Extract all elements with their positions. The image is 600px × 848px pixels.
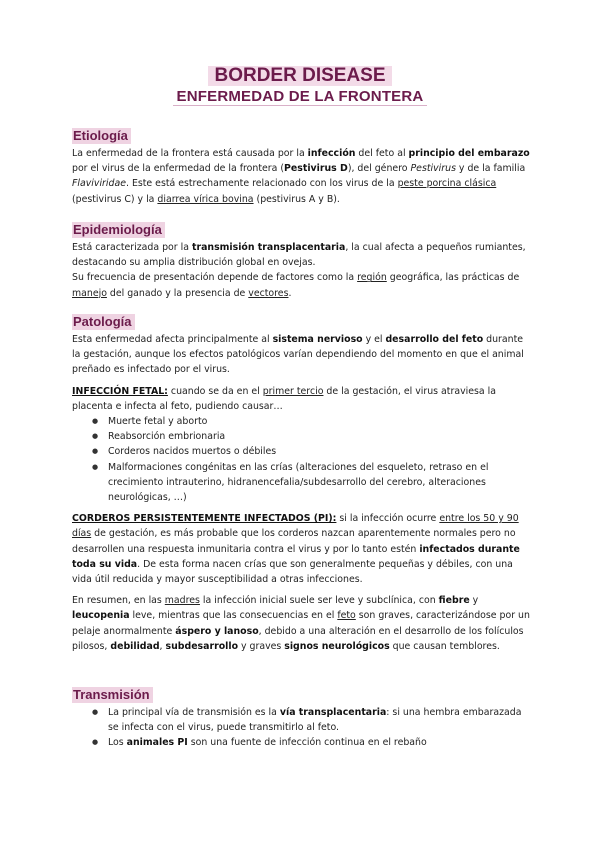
- text: cuando se da en el: [167, 385, 263, 397]
- fetal-infection-label: INFECCIÓN FETAL:: [72, 385, 168, 397]
- text: (pestivirus C) y la: [72, 193, 158, 205]
- text: geográfica, las prácticas de: [386, 272, 520, 284]
- text: . Este está estrechamente relacionado con los virus de la: [125, 178, 398, 190]
- bold-text: fiebre: [438, 595, 470, 607]
- etiologia-paragraph: [72, 146, 532, 207]
- heading-etiologia: Etiología: [72, 128, 131, 144]
- section-patologia: [72, 311, 532, 654]
- text: Esta enfermedad afecta principalmente al: [72, 334, 273, 345]
- fetal-effects-list: [72, 414, 532, 505]
- list-item: ● Malformaciones congénitas en las crías (alteraciones del esqueleto, retraso en el crecimiento intrauterino, hidranencefalia/subdesarrollo del cerebro, alteraciones neurológicas, …): [92, 460, 532, 506]
- bold-text: subdesarrollo: [165, 640, 239, 652]
- text: : si una hembra embarazada se infecta con el virus, puede transmitirlo al feto.: [108, 707, 522, 734]
- pi-lambs-paragraph: [72, 511, 532, 587]
- bold-text: infección: [307, 148, 356, 159]
- underlined-text: madres: [164, 595, 200, 607]
- bold-text: áspero y lanoso: [175, 625, 259, 637]
- document-title: BORDER DISEASE: [208, 66, 391, 86]
- text: de gestación, es más probable que los corderos nazcan aparentemente normales pero no desarrollen una respuesta inmunitaria contra el virus y por lo tanto estén: [72, 528, 516, 555]
- italic-text: Flaviviridae: [72, 178, 126, 190]
- bold-text: transmisión transplacentaria: [191, 242, 346, 253]
- text: , debido a una alteración en el desarrollo de los folículos pilosos,: [72, 625, 524, 652]
- bold-text: leucopenia: [72, 610, 130, 622]
- text: ,: [159, 640, 166, 652]
- heading-epidemiologia: Epidemiología: [72, 222, 165, 238]
- text: de la gestación, el virus atraviesa la placenta e infecta al feto, pudiendo causar…: [72, 385, 496, 412]
- title-block: [0, 0, 600, 106]
- text: Su frecuencia de presentación depende de factores como la: [72, 272, 358, 284]
- section-transmision: [72, 684, 532, 751]
- underlined-text: entre los 50 y 90 días: [72, 513, 519, 540]
- text: La principal vía de transmisión es la: [108, 707, 280, 718]
- bold-text: sistema nervioso: [272, 334, 363, 345]
- pi-lambs-label: CORDEROS PERSISTENTEMENTE INFECTADOS (PI):: [72, 513, 337, 525]
- list-item: ● Reabsorción embrionaria: [92, 429, 532, 444]
- underlined-text: vectores: [248, 287, 289, 299]
- text: durante la gestación, aunque los efectos patológicos varían dependiendo del momento en que el animal preñado es infectado por el virus.: [72, 334, 524, 376]
- epidemiologia-paragraph-1: [72, 240, 532, 270]
- text: En resumen, en las: [72, 595, 165, 607]
- text: ), del género: [347, 163, 411, 175]
- epidemiologia-paragraph-2: [72, 270, 532, 300]
- text: y el: [362, 334, 386, 345]
- text: del ganado y la presencia de: [106, 287, 249, 299]
- document-subtitle: ENFERMEDAD DE LA FRONTERA: [173, 89, 428, 106]
- bold-text: vía transplacentaria: [279, 707, 387, 718]
- text: del feto al: [355, 148, 409, 159]
- text: que causan temblores.: [389, 640, 500, 652]
- underlined-text: diarrea vírica bovina: [157, 193, 254, 205]
- text: si la infección ocurre: [336, 513, 440, 525]
- text: , la cual afecta a pequeños rumiantes, destacando su amplia distribución global en ovejas.: [72, 242, 526, 269]
- transmission-list: [72, 705, 532, 751]
- text: .: [288, 287, 292, 299]
- text: por el virus de la enfermedad de la frontera (: [72, 163, 285, 175]
- heading-patologia: Patología: [72, 314, 135, 330]
- text: Está caracterizada por la: [72, 242, 192, 253]
- text: son una fuente de infección continua en el rebaño: [187, 737, 427, 749]
- underlined-text: primer tercio: [262, 385, 324, 397]
- section-epidemiologia: [72, 219, 532, 301]
- heading-transmision: Transmisión: [72, 687, 153, 703]
- text: y de la familia: [455, 163, 526, 175]
- bold-text: infectados durante toda su vida: [72, 543, 520, 570]
- text: La enfermedad de la frontera está causada por la: [72, 148, 308, 159]
- text: leve, mientras que las consecuencias en el: [129, 610, 338, 622]
- bold-text: signos neurológicos: [284, 640, 390, 652]
- list-item: ● Muerte fetal y aborto: [92, 414, 532, 429]
- list-item: ● Corderos nacidos muertos o débiles: [92, 444, 532, 459]
- text: y: [469, 595, 479, 607]
- text: y graves: [238, 640, 285, 652]
- list-item: [92, 705, 532, 735]
- fetal-infection-paragraph: [72, 384, 532, 414]
- underlined-text: manejo: [72, 287, 107, 299]
- text: son graves, caracterizándose por un pelaje anormalmente: [72, 610, 530, 637]
- underlined-text: feto: [337, 610, 356, 622]
- bold-text: desarrollo del feto: [385, 334, 484, 345]
- list-item: [92, 735, 532, 750]
- bold-text: Pestivirus D: [284, 163, 348, 175]
- bold-text: animales PI: [126, 737, 188, 749]
- text: (pestivirus A y B).: [253, 193, 340, 205]
- bold-text: principio del embarazo: [408, 148, 530, 159]
- underlined-text: región: [357, 272, 387, 284]
- text: . De esta forma nacen crías que son generalmente pequeñas y débiles, con una vida útil reducida y mayor susceptibilidad a otras infecciones.: [72, 558, 513, 586]
- text: Los: [108, 737, 127, 749]
- summary-paragraph: [72, 593, 532, 654]
- patologia-paragraph-1: [72, 332, 532, 378]
- bold-text: debilidad: [110, 640, 160, 652]
- section-etiologia: [72, 125, 532, 207]
- italic-text: Pestivirus: [410, 163, 456, 175]
- text: la infección inicial suele ser leve y subclínica, con: [199, 595, 439, 607]
- underlined-text: peste porcina clásica: [397, 178, 497, 190]
